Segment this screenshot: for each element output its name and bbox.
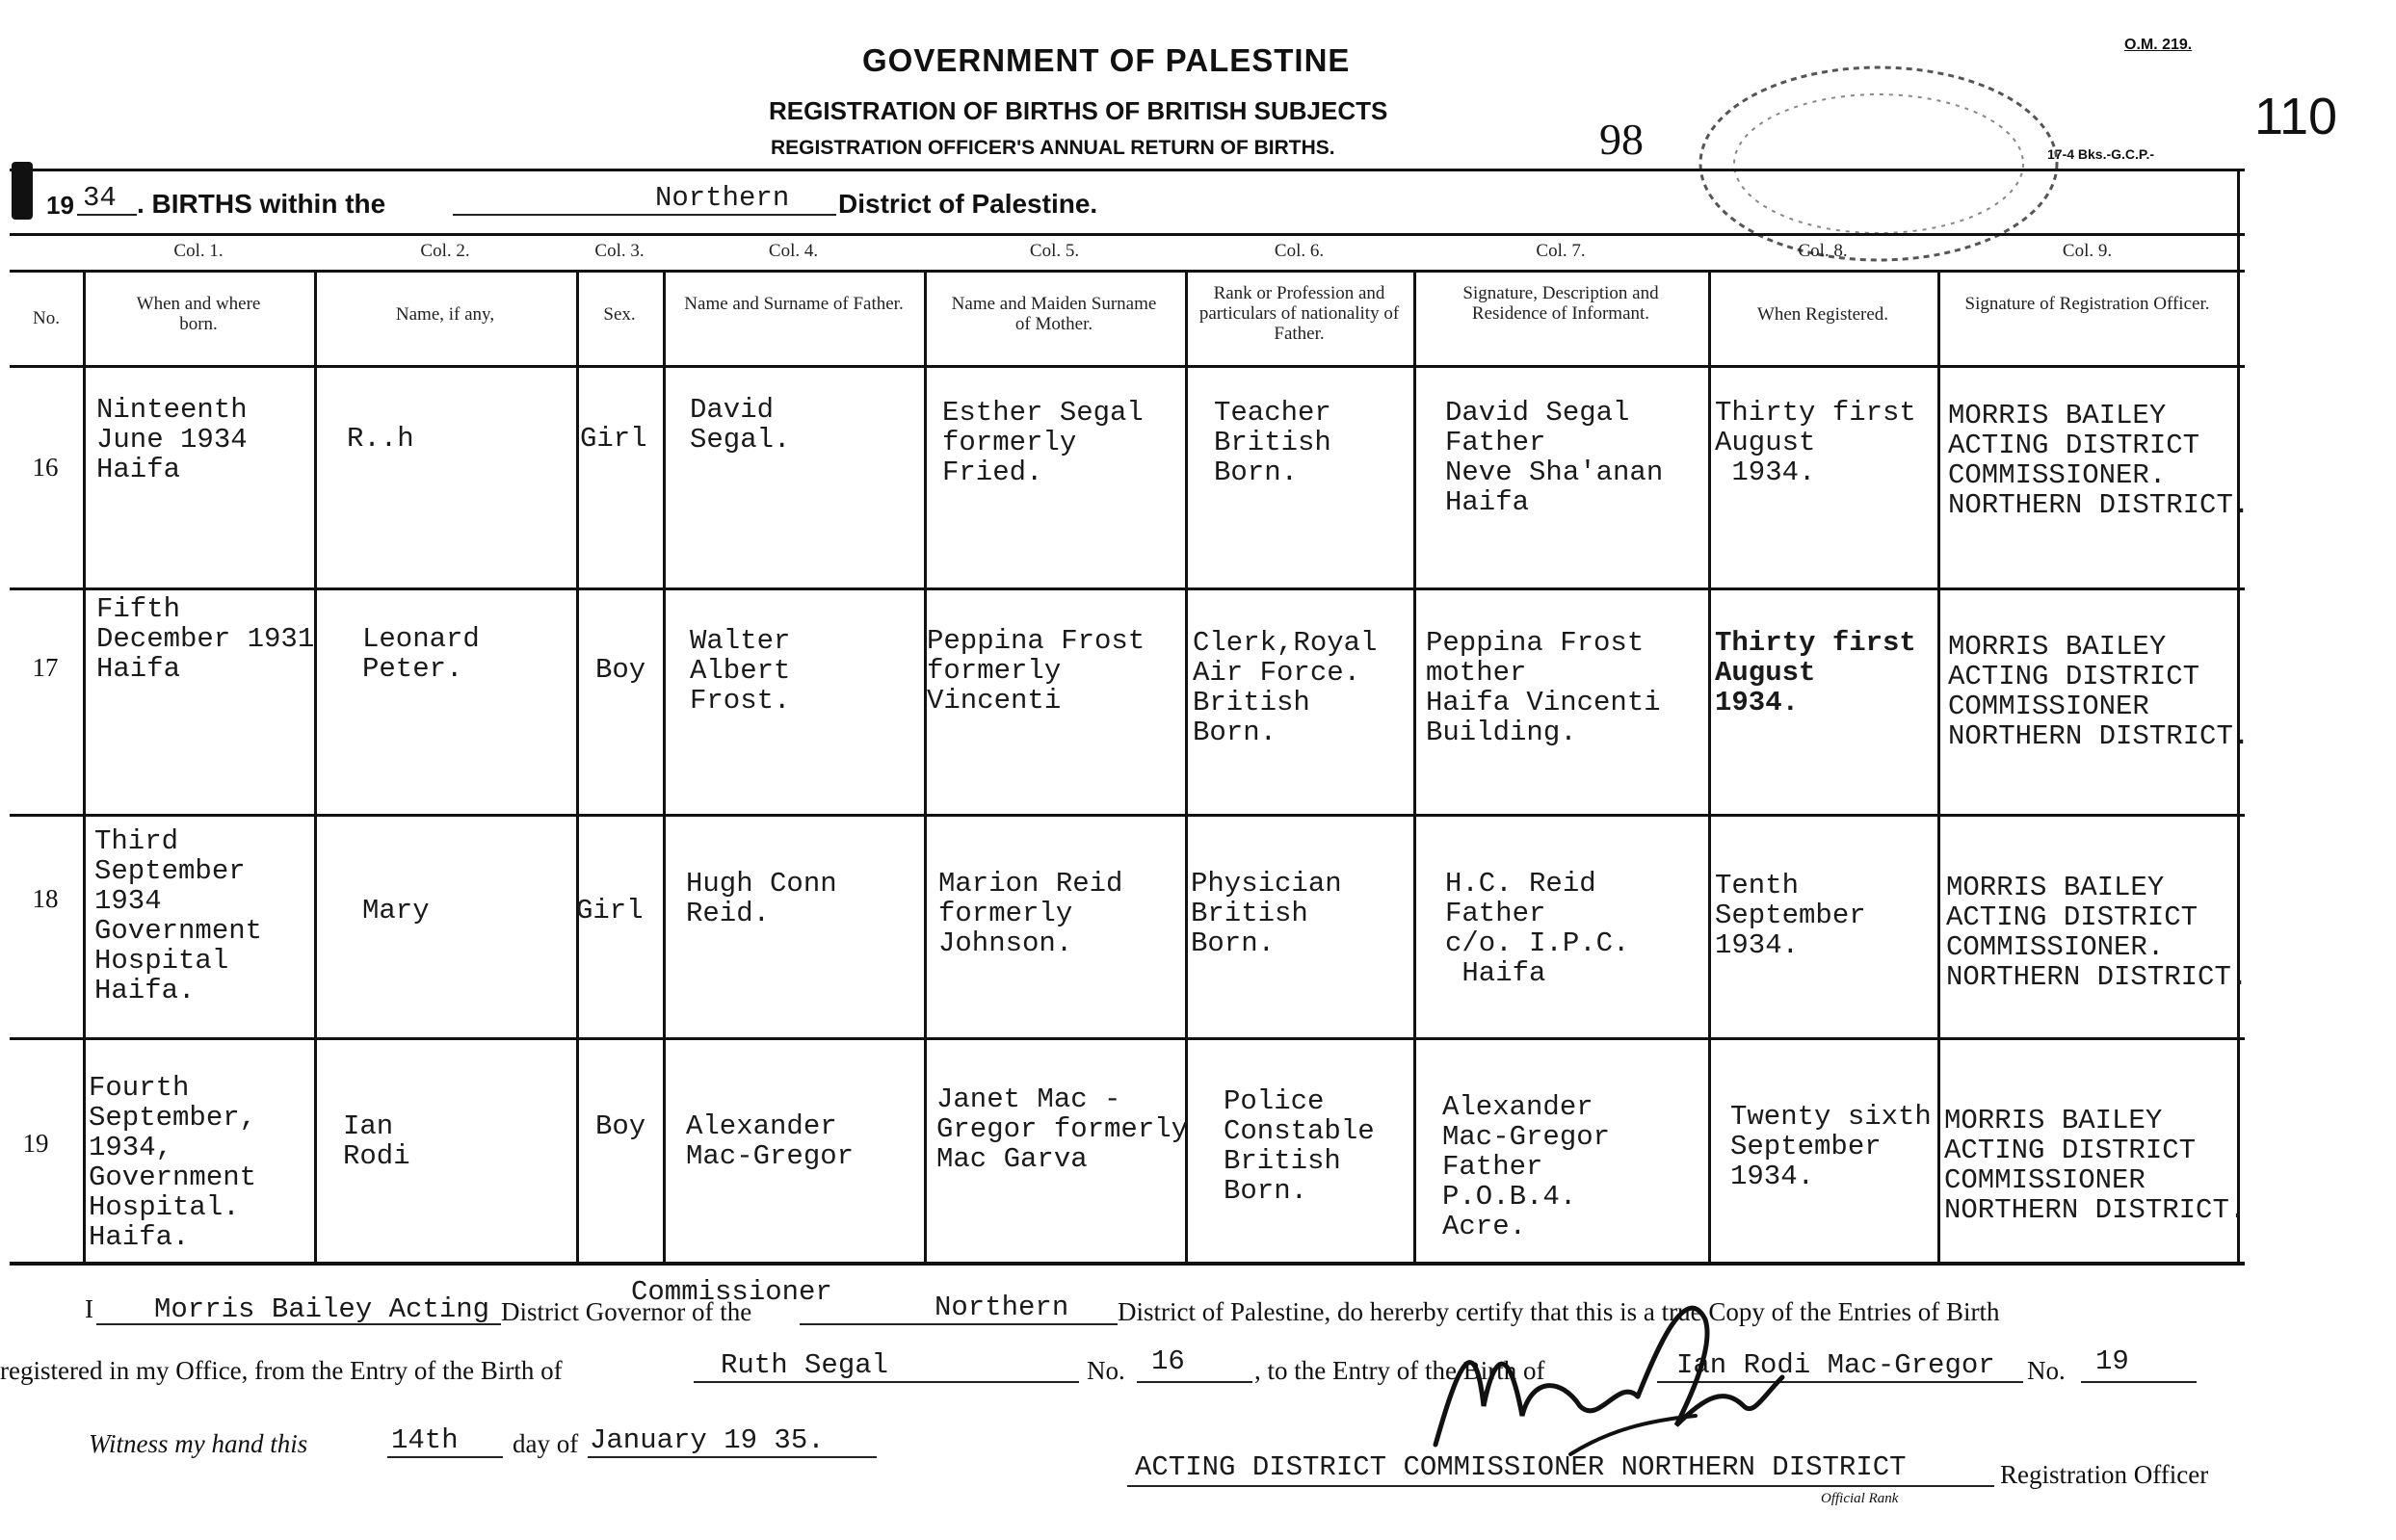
day-underline [387, 1456, 503, 1458]
year-underline [77, 214, 137, 216]
col-num-7: Col. 7. [1536, 241, 1586, 261]
year-prefix: 19 [46, 191, 74, 220]
district-value: Northern [935, 1292, 1069, 1323]
registration-officer: MORRIS BAILEY ACTING DISTRICT COMMISSIONER. NORTHERN DISTRICT. [1948, 400, 2251, 521]
birth-date-place: Fifth December 1931 Haifa [96, 593, 315, 685]
child-name: Leonard Peter. [362, 623, 480, 685]
registration-officer: MORRIS BAILEY ACTING DISTRICT COMMISSIONER NORTHERN DISTRICT. [1944, 1105, 2247, 1226]
child-sex: Girl [576, 895, 644, 927]
to-entry: , to the Entry of the Birth of [1254, 1356, 1545, 1385]
col-header-name: Name, if any, [395, 304, 495, 325]
col-num-1: Col. 1. [173, 241, 224, 261]
col-header-born: When and where born. [136, 294, 261, 334]
certify-text: District of Palestine, do hererby certify that this is a true Copy of the Entries of Birth [1118, 1297, 2000, 1326]
col-header-officer: Signature of Registration Officer. [1964, 294, 2210, 314]
col-num-4: Col. 4. [768, 241, 819, 261]
district-name: Northern [655, 182, 790, 214]
first-entry-name: Ruth Segal [721, 1349, 889, 1381]
child-sex: Boy [595, 1110, 646, 1142]
informant: Alexander Mac-Gregor Father P.O.B.4. Acre. [1442, 1091, 1611, 1242]
mother-name: Peppina Frost formerly Vincenti [927, 625, 1145, 717]
birth-date-place: Fourth September, 1934, Government Hospital. Haifa. [89, 1072, 257, 1253]
handwritten-signature [1416, 1262, 1802, 1483]
handwritten-number: 98 [1599, 115, 1644, 164]
form-code: O.M. 219. [2124, 37, 2193, 53]
last-no-underline [2081, 1381, 2197, 1383]
district-suffix: District of Palestine. [838, 189, 1098, 219]
col-header-father: Name and Surname of Father. [684, 294, 904, 314]
row-number: 16 [32, 453, 59, 482]
row-number: 19 [22, 1129, 49, 1158]
mother-name: Marion Reid formerly Johnson. [938, 868, 1123, 959]
rank-underline [1127, 1485, 1994, 1487]
col-num-6: Col. 6. [1274, 241, 1325, 261]
registered-from: registered in my Office, from the Entry of the Birth of [0, 1356, 563, 1385]
informant: Peppina Frost mother Haifa Vincenti Building. [1426, 627, 1661, 748]
registration-officer-label: Registration Officer [2000, 1460, 2209, 1489]
witness-label: Witness my hand this [89, 1429, 308, 1458]
registration-officer: MORRIS BAILEY ACTING DISTRICT COMMISSIONER. NORTHERN DISTRICT. [1946, 872, 2249, 993]
form-subtitle-2: REGISTRATION OFFICER'S ANNUAL RETURN OF BIRTHS. [771, 137, 1335, 159]
printer-mark: 17-4 Bks.-G.C.P.- [2047, 146, 2155, 162]
col-header-no: No. [33, 308, 60, 328]
first-no-underline [1137, 1381, 1252, 1383]
page-number: 110 [2254, 88, 2338, 145]
father-rank: Police Constable British Born. [1224, 1085, 1375, 1207]
registered-date: Twenty sixth September 1934. [1730, 1101, 1932, 1192]
row-number: 18 [32, 884, 59, 913]
father-name: David Segal. [690, 394, 791, 456]
district-label: District Governor of the [501, 1297, 752, 1326]
form-subtitle: REGISTRATION OF BIRTHS OF BRITISH SUBJECTS [769, 96, 1388, 125]
mother-name: Esther Segal formerly Fried. [942, 397, 1144, 488]
birth-date-place: Third September 1934 Government Hospital Haifa. [94, 825, 263, 1006]
col-num-9: Col. 9. [2062, 241, 2113, 261]
no-label: No. [1087, 1356, 1125, 1385]
no-label-2: No. [2027, 1356, 2066, 1385]
district-underline [453, 214, 836, 216]
registered-date: Thirty first August 1934. [1715, 627, 1916, 718]
last-entry-no: 19 [2095, 1345, 2129, 1377]
day-of-label: day of [513, 1429, 579, 1458]
father-rank: Teacher British Born. [1214, 397, 1331, 488]
child-sex: Girl [580, 423, 647, 455]
mother-name: Janet Mac - Gregor formerly Mac Garva [936, 1083, 1189, 1175]
last-entry-name: Ian Rodi Mac-Gregor [1676, 1349, 1995, 1381]
row-number: 17 [32, 653, 59, 682]
father-rank: Clerk,Royal Air Force. British Born. [1193, 627, 1378, 748]
first-entry-no: 16 [1151, 1345, 1185, 1377]
father-name: Alexander Mac-Gregor [686, 1110, 855, 1172]
cert-i: I [85, 1294, 93, 1323]
registration-officer: MORRIS BAILEY ACTING DISTRICT COMMISSIONER NORTHERN DISTRICT. [1948, 631, 2251, 752]
first-name-underline [694, 1381, 1079, 1383]
registered-date: Thirty first August 1934. [1715, 397, 1916, 488]
form-title: GOVERNMENT OF PALESTINE [862, 42, 1351, 78]
col-header-rank: Rank or Profession and particulars of nationality of Father. [1198, 283, 1400, 344]
father-name: Walter Albert Frost. [690, 625, 791, 717]
district-value-underline [800, 1323, 1118, 1325]
father-rank: Physician British Born. [1191, 868, 1342, 959]
child-sex: Boy [595, 654, 646, 686]
child-name: Mary [362, 895, 430, 927]
witness-day: 14th [391, 1424, 459, 1456]
child-name: Ian Rodi [343, 1110, 410, 1172]
col-num-3: Col. 3. [594, 241, 645, 261]
informant: David Segal Father Neve Sha'anan Haifa [1445, 397, 1664, 518]
month-underline [588, 1456, 877, 1458]
witness-month-year: January 19 35. [590, 1424, 825, 1456]
col-header-mother: Name and Maiden Surname of Mother. [951, 294, 1157, 334]
official-rank-caption: Official Rank [1821, 1491, 1899, 1506]
child-name: R..h [347, 423, 414, 455]
birth-date-place: Ninteenth June 1934 Haifa [96, 394, 248, 485]
births-label: . BIRTHS within the [137, 189, 386, 219]
official-rank: ACTING DISTRICT COMMISSIONER NORTHERN DISTRICT [1135, 1451, 1907, 1483]
year-suffix: 34 [83, 182, 117, 214]
informant: H.C. Reid Father c/o. I.P.C. Haifa [1445, 868, 1630, 989]
col-header-registered: When Registered. [1756, 304, 1889, 325]
commissioner-word: Commissioner [631, 1276, 832, 1308]
officer-name: Morris Bailey Acting [154, 1293, 490, 1325]
col-header-sex: Sex. [603, 304, 636, 325]
col-num-2: Col. 2. [420, 241, 470, 261]
col-num-8: Col. 8. [1798, 241, 1848, 261]
col-header-informant: Signature, Description and Residence of Informant. [1462, 283, 1659, 324]
father-name: Hugh Conn Reid. [686, 868, 837, 929]
registered-date: Tenth September 1934. [1715, 870, 1866, 961]
col-num-5: Col. 5. [1029, 241, 1080, 261]
